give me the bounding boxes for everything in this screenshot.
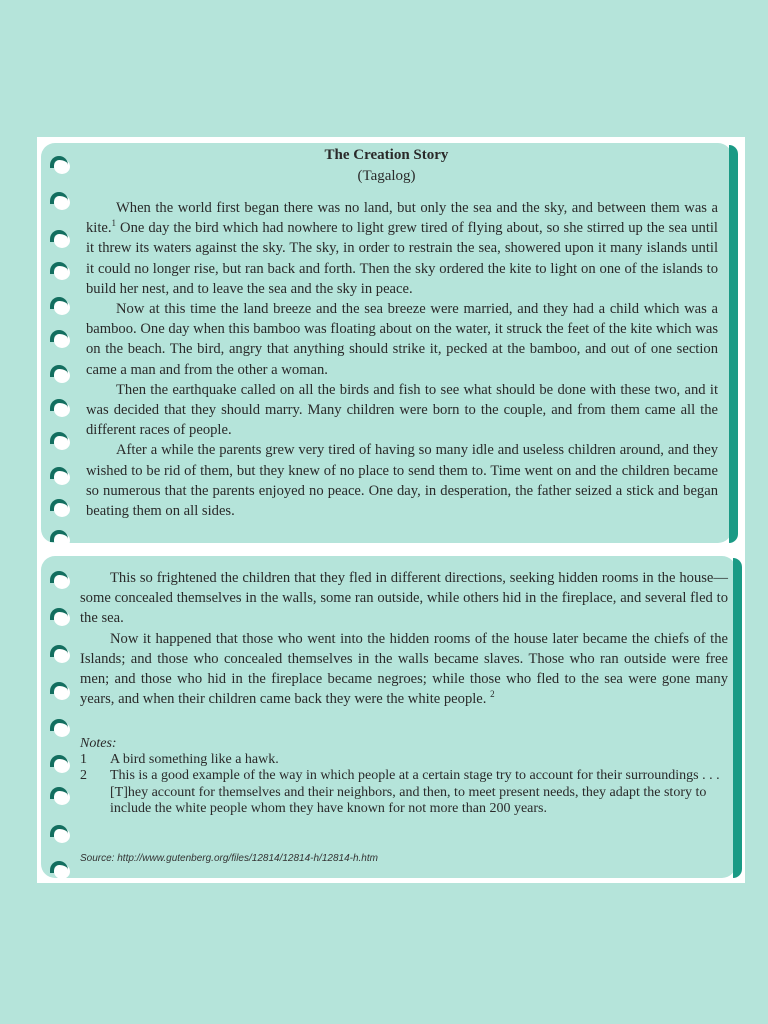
paragraph: After a while the parents grew very tired of having so many idle and useless children around, and they wished to be rid of them, but they knew of no place to send them to. Time went on and the children became so numerous that the parents enjoyed no peace. One day, in desperation, the father seized a stick and began beating them on all sides. [86, 442, 718, 520]
story-subtitle: (Tagalog) [357, 168, 416, 184]
binder-ring-icon [52, 756, 72, 775]
paragraph: When the world first began there was no land, but only the sea and the sky, and between them was a kite.$^1$ One day the bird which had nowhere to light grew tired of flying about, so she stirred up the sea until it threw its waters against the sky. The sky, in order to restrain the sea, showered upon it many islands until it could no longer rise, but ran back and forth. Then the sky ordered the kite to light on one of the islands to build her nest, and to leave the sea and the sky in peace. [86, 200, 718, 297]
note-text: A bird something like a hawk. [110, 752, 279, 768]
binder-ring-icon [52, 433, 72, 452]
story-text-top [86, 198, 718, 521]
binder-ring-icon [52, 826, 72, 845]
binder-ring-icon [52, 531, 72, 550]
binder-ring-icon [52, 862, 72, 881]
note-number: 1 [80, 752, 87, 768]
binder-ring-icon [52, 609, 72, 628]
note-text: This is a good example of the way in which people at a certain stage try to account for their surroundings . . . [T]hey account for themselves and their neighbors, and then, to meet present needs, they adapt the story to include the white people whom they have known for not more than 200 years. [110, 768, 720, 816]
binder-ring-icon [52, 468, 72, 487]
binder-ring-icon [52, 400, 72, 419]
binder-ring-icon [52, 366, 72, 385]
binder-ring-icon [52, 572, 72, 591]
paragraph: Then the earthquake called on all the birds and fish to see what should be done with these two, and it was decided that they should marry. Many children were born to the couple, and from them came all the different races of people. [86, 381, 718, 439]
binder-ring-icon [52, 720, 72, 739]
binder-ring-icon [52, 298, 72, 317]
binder-ring-icon [52, 193, 72, 212]
binder-ring-icon [52, 683, 72, 702]
notes [80, 736, 730, 817]
footnote-marker: 2 [490, 689, 495, 700]
paragraph: Now at this time the land breeze and the sea breeze were married, and they had a child which was a bamboo. One day when this bamboo was floating about on the water, it struck the feet of the kite which was on the beach. The bird, angry that anything should strike it, pecked at the bamboo, and out of one section came a man and from the other a woman. [86, 301, 718, 378]
story-text-bottom [80, 568, 728, 709]
footnote-marker: 1 [111, 218, 117, 229]
source-citation: Source: http://www.gutenberg.org/files/12814/12814-h/12814-h.htm [80, 853, 378, 864]
note-item [80, 752, 730, 768]
binder-ring-icon [52, 263, 72, 282]
binder-ring-icon [52, 500, 72, 519]
note-number: 2 [80, 768, 87, 784]
note-item [80, 768, 730, 817]
card-edge-bottom [733, 558, 742, 878]
story-title: The Creation Story [324, 147, 449, 163]
binder-ring-icon [52, 331, 72, 350]
card-edge-top [729, 145, 738, 543]
binder-ring-icon [52, 646, 72, 665]
paragraph: This so frightened the children that they fled in different directions, seeking hidden rooms in the house—some concealed themselves in the walls, some ran outside, while others hid in the fireplace, and several fled to the sea. [80, 570, 728, 627]
binder-ring-icon [52, 231, 72, 250]
binder-ring-icon [52, 788, 72, 807]
paragraph: Now it happened that those who went into the hidden rooms of the house later became the chiefs of the Islands; and those who concealed themselves in the walls became slaves. Those who ran outside were free men; and those who hid in the fireplace became negroes; while those who fled to the sea were gone many years, and when their children came back they were the white people. $^2$ [80, 630, 728, 708]
notes-header: Notes: [80, 736, 117, 751]
